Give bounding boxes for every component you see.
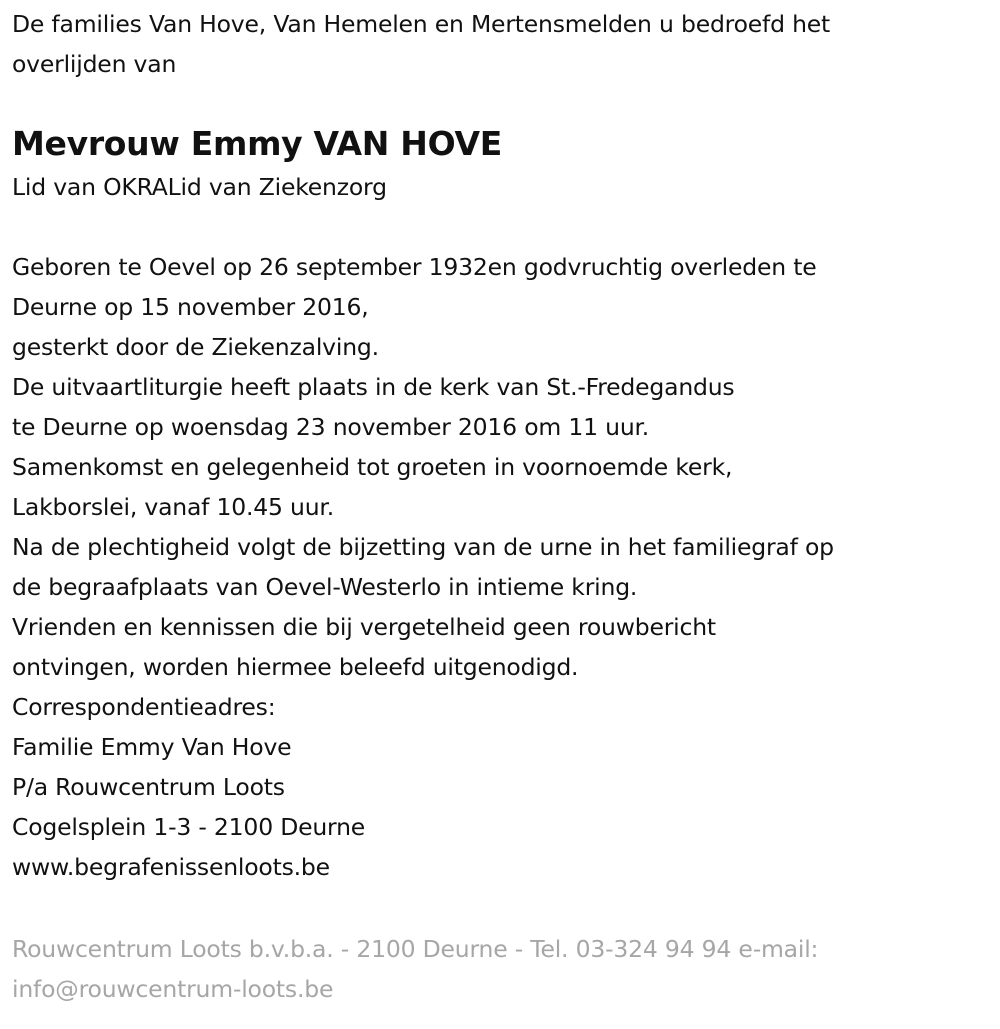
body-line: te Deurne op woensdag 23 november 2016 om 11 uur. xyxy=(12,413,650,441)
body-line: Deurne op 15 november 2016, xyxy=(12,293,369,321)
correspondence-name: Familie Emmy Van Hove xyxy=(12,733,292,761)
correspondence-care-of: P/a Rouwcentrum Loots xyxy=(12,773,285,801)
body-line: Lakborslei, vanaf 10.45 uur. xyxy=(12,493,335,521)
footer-email[interactable]: info@rouwcentrum-loots.be xyxy=(12,975,334,1003)
obituary-notice xyxy=(12,4,1000,1009)
body-line: Geboren te Oevel op 26 september 1932en godvruchtig overleden te xyxy=(12,253,817,281)
website-link[interactable]: www.begrafenissenloots.be xyxy=(12,853,330,881)
body-line: Vrienden en kennissen die bij vergetelheid geen rouwbericht xyxy=(12,613,716,641)
memberships: Lid van OKRALid van Ziekenzorg xyxy=(12,173,387,201)
body-line: De uitvaartliturgie heeft plaats in de kerk van St.-Fredegandus xyxy=(12,373,735,401)
body-line: Samenkomst en gelegenheid tot groeten in voornoemde kerk, xyxy=(12,453,733,481)
correspondence-address: Cogelsplein 1-3 - 2100 Deurne xyxy=(12,813,366,841)
intro-line: De families Van Hove, Van Hemelen en Mertensmelden u bedroefd het xyxy=(12,10,831,38)
deceased-name: Mevrouw Emmy VAN HOVE xyxy=(12,124,502,163)
correspondence-label: Correspondentieadres: xyxy=(12,693,276,721)
intro-line: overlijden van xyxy=(12,50,177,78)
footer-contact: Rouwcentrum Loots b.v.b.a. - 2100 Deurne - Tel. 03-324 94 94 e-mail: xyxy=(12,935,819,963)
body-line: gesterkt door de Ziekenzalving. xyxy=(12,333,379,361)
body-line: de begraafplaats van Oevel-Westerlo in intieme kring. xyxy=(12,573,638,601)
body-line: Na de plechtigheid volgt de bijzetting van de urne in het familiegraf op xyxy=(12,533,834,561)
body-line: ontvingen, worden hiermee beleefd uitgenodigd. xyxy=(12,653,579,681)
notice-body xyxy=(12,247,1000,887)
footer xyxy=(12,929,1000,1009)
spacer xyxy=(12,207,1000,247)
